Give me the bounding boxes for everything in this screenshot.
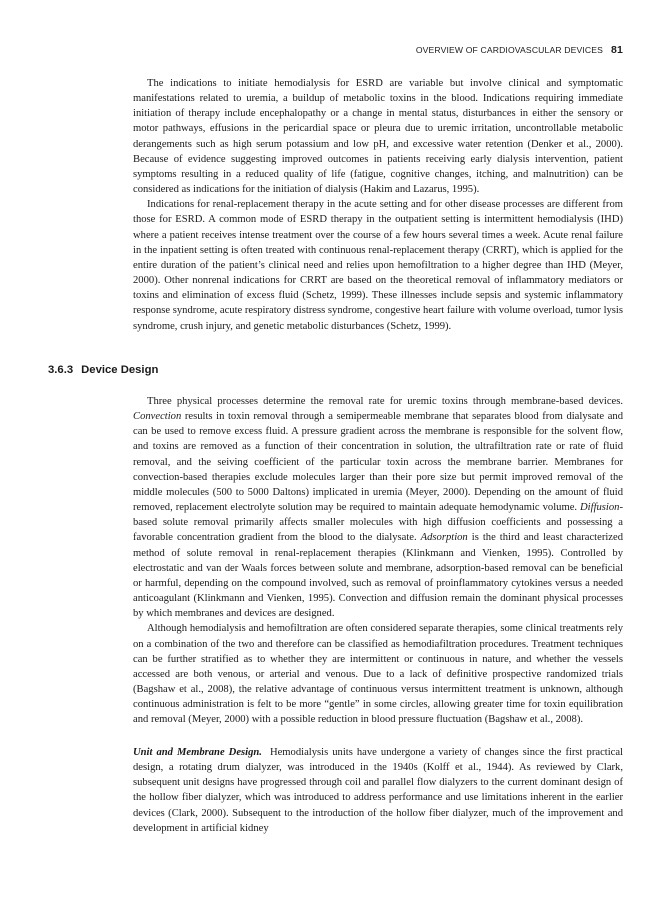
term-adsorption: Adsorption xyxy=(420,532,468,544)
section-title: Device Design xyxy=(81,364,159,376)
section-number: 3.6.3 xyxy=(48,364,74,376)
text-run: -based solute removal primarily affects smaller molecules with high diffusion coefficients and possessing a favorable concentration gradient from the blood to the dialysate. xyxy=(133,502,623,544)
device-design-text-block xyxy=(133,394,623,727)
term-diffusion: Diffusion xyxy=(580,502,620,514)
running-head-title: OVERVIEW OF CARDIOVASCULAR DEVICES xyxy=(415,45,604,55)
intro-text-block xyxy=(133,76,623,334)
paragraph-renal-replacement: Indications for renal-replacement therapy in the acute setting and for other disease processes are different from those for ESRD. A common mode of ESRD therapy in the outpatient setting is intermittent hemodialysis (IHD) where a patient receives intense treatment over the course of a few hours several times a week. Acute renal failure in the inpatient setting is often treated with continuous renal-replacement therapy (CRRT), which is applied for the entire duration of the patient’s clinical need and relies upon hemofiltration to a higher degree than IHD (Meyer, 2000). Other nonrenal indications for CRRT are based on the theoretical removal of inflammatory mediators or toxins and elimination of excess fluid (Schetz, 1999). These illnesses include sepsis and systemic inflammatory response syndrome, acute respiratory distress syndrome, congestive heart failure with volume overload, tumor lysis syndrome, crush injury, and genetic metabolic disturbances (Schetz, 1999). xyxy=(133,199,623,332)
text-run: Hemodialysis units have undergone a variety of changes since the first practical design, a rotating drum dialyzer, was introduced in the 1940s (Kolff et al., 1944). As reviewed by Clark, subsequent unit designs have progressed through coil and parallel flow dialyzers to the current dominant design of the hollow fiber dialyzer, which was introduced to address performance and use limitations inherent in the earlier devices (Clark, 2000). Subsequent to the introduction of the hollow fiber dialyzer, much of the improvement and development in artificial kidney xyxy=(133,747,623,834)
paragraph-unit-membrane-design xyxy=(133,745,623,836)
text-run: results in toxin removal through a semipermeable membrane that separates blood from dialysate and can be used to remove excess fluid. A pressure gradient across the membrane is responsible for the solvent flow, and toxins are removed as a function of their concentration in solution, the ultrafiltration rate or rate of fluid removal, and the seiving coefficient of the particular toxin across the membrane barrier. Membranes for convection-based therapies exclude molecules larger than their pore size but permit improved removal of the middle molecules (500 to 5000 Daltons) implicated in uremia (Meyer, 2000). Depending on the amount of fluid removed, replacement electrolyte solution may be required to maintain adequate hemodynamic volume. xyxy=(133,411,623,514)
paragraph-physical-processes xyxy=(133,394,623,621)
section-heading xyxy=(48,364,158,376)
text-run: Three physical processes determine the removal rate for uremic toxins through membrane-based devices. xyxy=(147,396,623,407)
term-convection: Convection xyxy=(133,411,182,423)
paragraph-hemodiafiltration: Although hemodialysis and hemofiltration are often considered separate therapies, some clinical treatments rely on a combination of the two and therefore can be classified as hemodiafiltration procedures. Treatment techniques can be further stratified as to whether they are intermittent or continuous in nature, and whether the vessels accessed are both venous, or arterial and venous. Due to a lack of definitive prospective randomized trials (Bagshaw et al., 2008), the relative advantage of continuous versus intermittent treatment is unknown, although continuous administration is felt to be more “gentle” in some circles, allowing greater time for toxin equilibration and removal (Meyer, 2000) with a possible reduction in blood pressure fluctuation (Bagshaw et al., 2008). xyxy=(133,623,623,726)
paragraph-esrd-indications: The indications to initiate hemodialysis for ESRD are variable but involve clinical and symptomatic manifestations related to uremia, a buildup of metabolic toxins in the blood. Indications requiring immediate initiation of therapy include encephalopathy or a change in mental status, disturbances in either the sensory or motor pathways, effusions in the pericardial space or pleura due to uremic irritation, uncontrollable metabolic derangements such as high serum potassium and low pH, and excessive water retention (Denker et al., 2000). Because of evidence suggesting improved outcomes in patients receiving early dialysis intervention, patient symptoms resulting in a reduced quality of life (fatigue, cognitive changes, itching, and malnutrition) can be considered as indications for the initiation of dialysis (Hakim and Lazarus, 1995). xyxy=(133,78,623,196)
text-run: is the third and least characterized method of solute removal in renal-replacement therapies (Klinkmann and Vienken, 1995). Controlled by electrostatic and van der Waals forces between solute and membrane, adsorption-based removal can be beneficial or harmful, depending on the compound involved, such as removal of proinflammatory cytokines versus a needed anticoagulant (Klinkmann and Vienken, 1995). Convection and diffusion remain the dominant physical processes by which membranes and devices are designed. xyxy=(133,532,623,620)
run-in-heading: Unit and Membrane Design. xyxy=(133,747,262,758)
unit-membrane-text-block xyxy=(133,745,623,836)
page-number: 81 xyxy=(611,44,623,56)
running-head xyxy=(133,44,623,56)
